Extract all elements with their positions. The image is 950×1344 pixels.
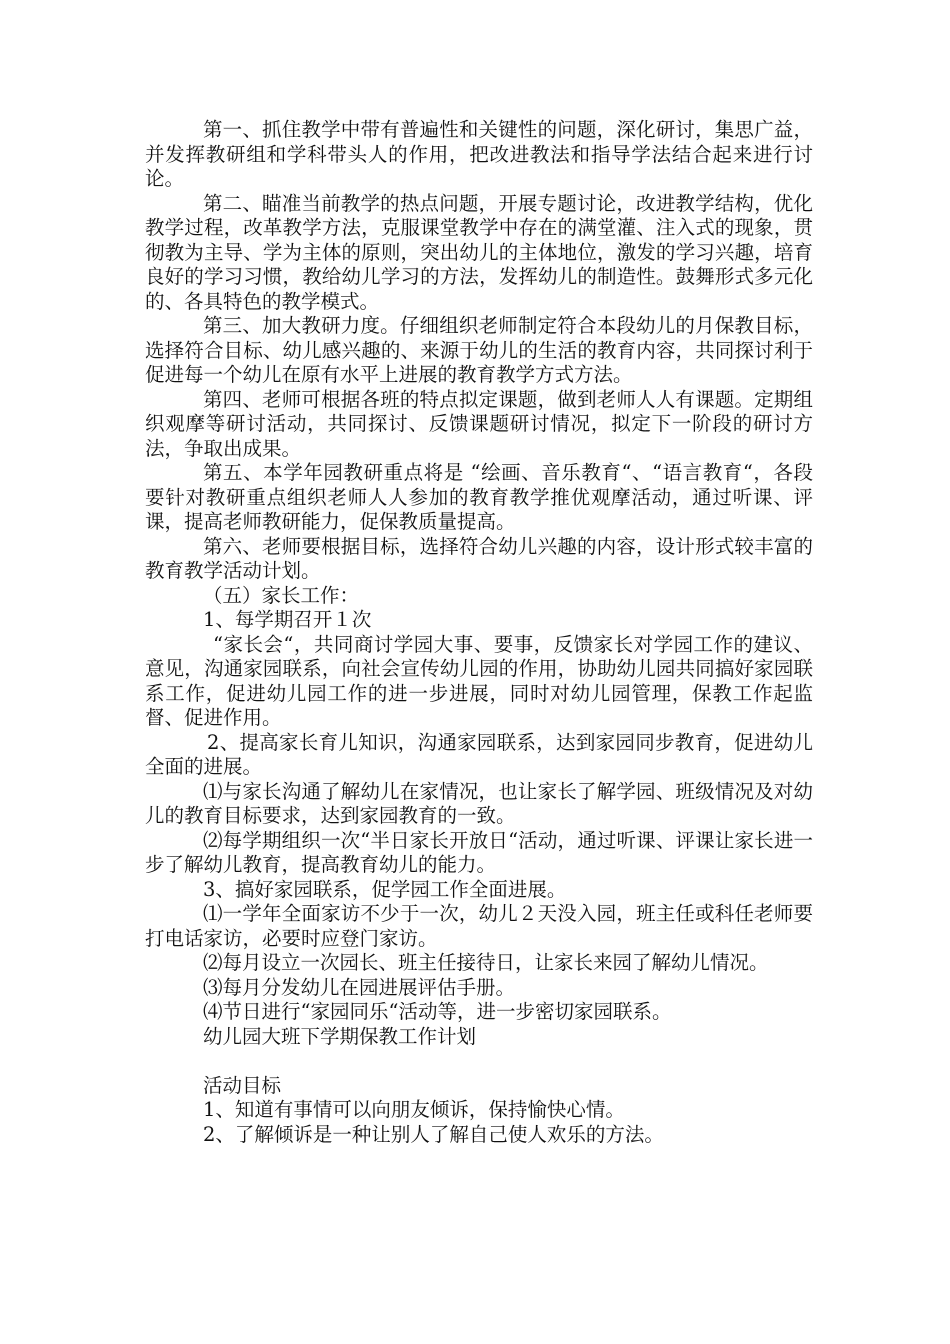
document-body [145,118,813,1147]
paragraph-parent-meeting-1: 1、每学期召开１次 [203,608,372,631]
paragraph-3: 第三、加大教研力度。仔细组织老师制定符合本段幼儿的月保教目标，选择符合目标、幼儿感兴趣的、来源于幼儿的生活的教育内容，共同探讨利于促进每一个幼儿在原有水平上进展的教育教学方式方法。 [145,314,813,386]
paragraph-reception-day: ⑵每月设立一次园长、班主任接待日，让家长来园了解幼儿情况。 [203,951,769,974]
activity-goal-heading: 活动目标 [203,1073,282,1097]
paragraph-4: 第四、老师可根据各班的特点拟定课题，做到老师人人有课题。定期组织观摩等研讨活动，共同探讨、反馈课题研讨情况，拟定下一阶段的研讨方法，争取出成果。 [145,387,813,460]
paragraph-festival: ⑷节日进行“家园同乐“活动等，进一步密切家园联系。 [203,1000,672,1023]
paragraph-assessment: ⑶每月分发幼儿在园进展评估手册。 [203,975,516,999]
paragraph-1: 第一、抓住教学中带有普遍性和关键性的问题，深化研讨，集思广益，并发挥教研组和学科带头人的作用，把改进教法和指导学法结合起来进行讨论。 [145,118,813,190]
paragraph-home-visit: ⑴一学年全面家访不少于一次，幼儿２天没入园，班主任或科任老师要打电话家访，必要时应登门家访。 [145,902,813,950]
paragraph-item-2: ⑵每学期组织一次“半日家长开放日“活动，通过听课、评课让家长进一步了解幼儿教育，提高教育幼儿的能力。 [145,828,813,876]
paragraph-5: 第五、本学年园教研重点将是 “绘画、音乐教育“、“语言教育“，各段要针对教研重点组织老师人人参加的教育教学推优观摩活动，通过听课、评课，提高老师教研能力，促保教质量提高。 [145,461,813,533]
plan-title: 幼儿园大班下学期保教工作计划 [203,1024,477,1048]
paragraph-6: 第六、老师要根据目标，选择符合幼儿兴趣的内容，设计形式较丰富的教育教学活动计划。 [145,534,813,582]
activity-goal-1: 1、知道有事情可以向朋友倾诉，保持愉快心情。 [203,1098,625,1121]
paragraph-item-1: ⑴与家长沟通了解幼儿在家情况，也让家长了解学园、班级情况及对幼儿的教育目标要求，达到家园教育的一致。 [145,779,813,827]
paragraph-parent-meeting-2: “家长会“，共同商讨学园大事、要事，反馈家长对学园工作的建议、意见，沟通家园联系，向社会宣传幼儿园的作用，协助幼儿园共同搞好家园联系工作，促进幼儿园工作的进一步进展，同时对幼儿园管理，保教工作起监督、促进作用。 [145,632,813,729]
activity-goal-2: 2、了解倾诉是一种让别人了解自己使人欢乐的方法。 [203,1122,664,1146]
paragraph-home-contact: 3、搞好家园联系，促学园工作全面进展。 [203,877,567,901]
section-heading-parent-work: （五）家长工作： [203,583,360,607]
paragraph-2: 第二、瞄准当前教学的热点问题，开展专题讨论，改进教学结构，优化教学过程，改革教学方法，克服课堂教学中存在的满堂灌、注入式的现象，贯彻教为主导、学为主体的原则，突出幼儿的主体地位，激发的学习兴趣，培育良好的学习习惯，教给幼儿学习的方法，发挥幼儿的制造性。鼓舞形式多元化的、各具特色的教学模式。 [145,191,813,313]
blank-line [145,1049,813,1074]
paragraph-parent-knowledge: 2、提高家长育儿知识，沟通家园联系，达到家园同步教育，促进幼儿全面的进展。 [145,730,813,778]
